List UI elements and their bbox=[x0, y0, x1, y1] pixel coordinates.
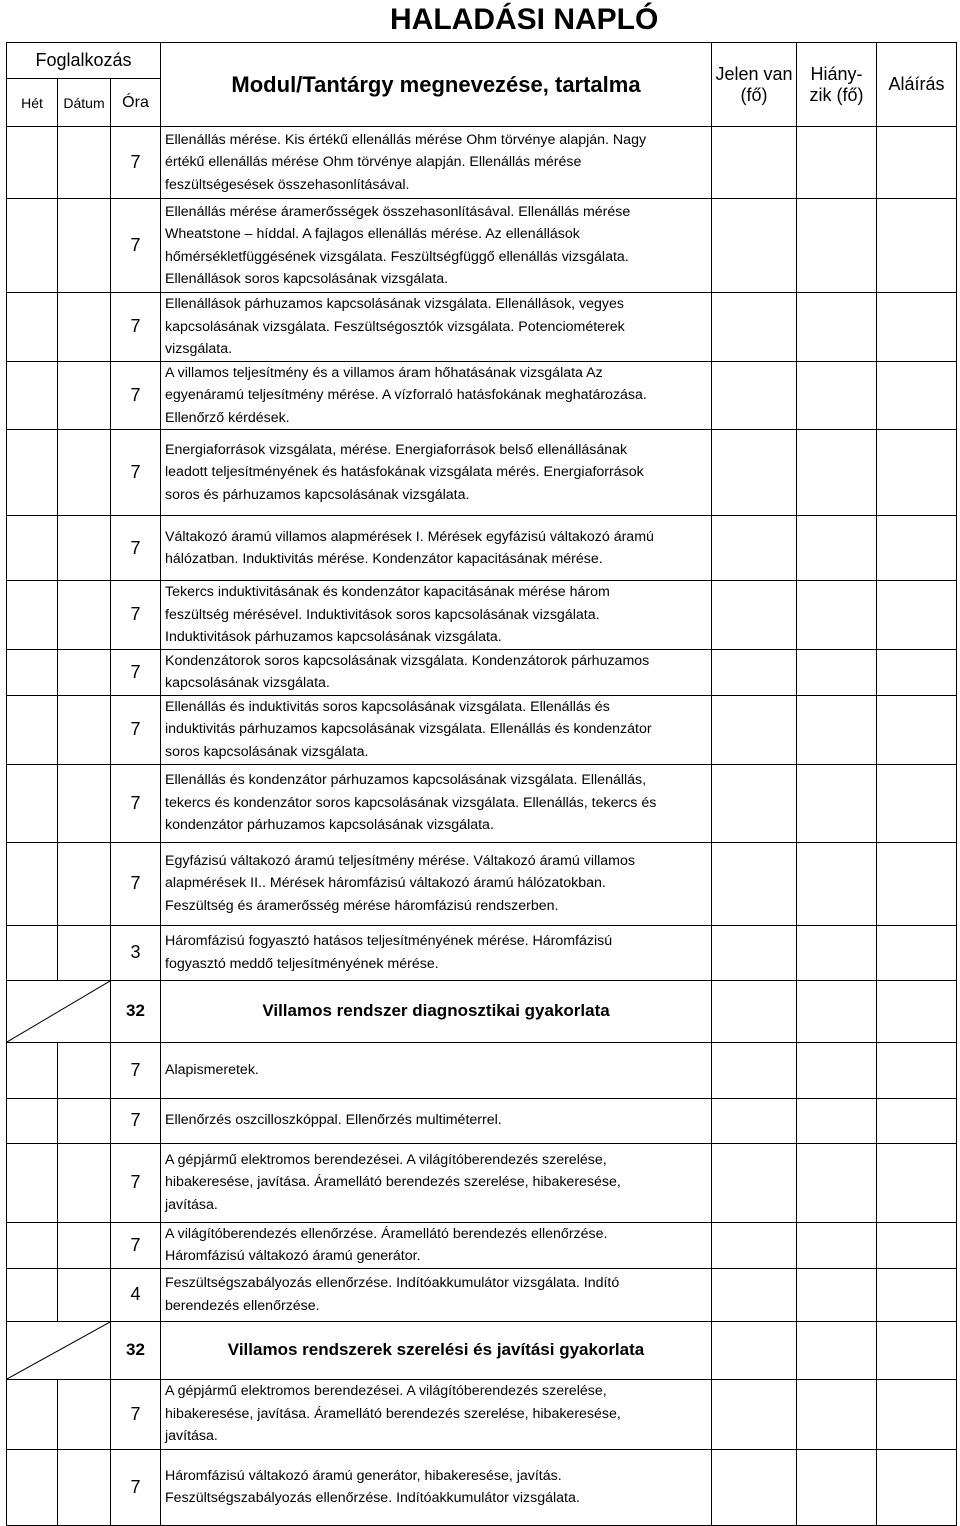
signature-cell bbox=[877, 649, 957, 695]
content-line: Energiaforrások vizsgálata, mérése. Energiaforrások belső ellenállásának bbox=[165, 441, 628, 458]
hours-cell: 7 bbox=[111, 842, 161, 925]
content-cell bbox=[161, 430, 712, 516]
content-cell bbox=[161, 1449, 712, 1525]
content-line: fogyasztó meddő teljesítményének mérése. bbox=[165, 955, 439, 972]
diagonal-line bbox=[7, 1322, 110, 1379]
content-line: Feszültségszabályozás ellenőrzése. Indítóakkumulátor vizsgálata. Indító bbox=[165, 1275, 620, 1291]
content-line: vizsgálata. bbox=[165, 341, 233, 357]
hours-cell: 7 bbox=[111, 127, 161, 199]
content-line: Ellenőrzés oszcilloszkóppal. Ellenőrzés multiméterrel. bbox=[165, 1112, 502, 1129]
absent-cell bbox=[797, 1042, 877, 1098]
hours-cell: 7 bbox=[111, 293, 161, 362]
table-row bbox=[7, 1042, 957, 1098]
content-line: kapcsolásának vizsgálata. bbox=[165, 675, 330, 691]
absent-cell bbox=[797, 695, 877, 764]
table-row bbox=[7, 361, 957, 430]
content-line: kondenzátor párhuzamos kapcsolásának vizsgálata. bbox=[165, 817, 494, 834]
absent-cell bbox=[797, 293, 877, 362]
week-cell bbox=[7, 1222, 58, 1268]
week-cell bbox=[7, 361, 58, 430]
present-cell bbox=[712, 649, 797, 695]
content-line: javítása. bbox=[165, 1196, 218, 1213]
table-row bbox=[7, 1449, 957, 1525]
table-row bbox=[7, 581, 957, 650]
content-line: Egyfázisú váltakozó áramú teljesítmény mérése. Váltakozó áramú villamos bbox=[165, 852, 635, 869]
date-cell bbox=[58, 925, 111, 980]
present-cell bbox=[712, 1379, 797, 1449]
date-cell bbox=[58, 581, 111, 650]
present-cell bbox=[712, 1143, 797, 1222]
section-diagonal-cell bbox=[7, 980, 111, 1042]
signature-cell bbox=[877, 1379, 957, 1449]
content-cell bbox=[161, 1042, 712, 1098]
absent-cell bbox=[797, 1098, 877, 1143]
section-hours: 32 bbox=[111, 980, 161, 1042]
date-cell bbox=[58, 361, 111, 430]
content-line: értékű ellenállás mérése Ohm törvénye alapján. Ellenállás mérése bbox=[165, 154, 582, 171]
diagonal-strike bbox=[7, 1322, 110, 1379]
progress-log-table bbox=[6, 42, 957, 1526]
absent-cell bbox=[797, 980, 877, 1042]
content-cell bbox=[161, 361, 712, 430]
content-line: tekercs és kondenzátor soros kapcsolásának vizsgálata. Ellenállás, tekercs és bbox=[165, 794, 657, 811]
absent-cell bbox=[797, 649, 877, 695]
date-cell bbox=[58, 1379, 111, 1449]
signature-cell bbox=[877, 127, 957, 199]
present-cell bbox=[712, 695, 797, 764]
content-line: Háromfázisú váltakozó áramú generátor, hibakeresése, javítás. bbox=[165, 1467, 562, 1484]
content-line: Alapismeretek. bbox=[165, 1061, 259, 1078]
header-jelen-van bbox=[712, 43, 797, 127]
date-cell bbox=[58, 516, 111, 581]
section-title: Villamos rendszerek szerelési és javítási gyakorlata bbox=[161, 1321, 712, 1379]
absent-cell bbox=[797, 1321, 877, 1379]
present-cell bbox=[712, 1268, 797, 1321]
signature-cell bbox=[877, 1222, 957, 1268]
header-modul: Modul/Tantárgy megnevezése, tartalma bbox=[161, 43, 712, 127]
date-cell bbox=[58, 199, 111, 293]
content-line: Induktivitások párhuzamos kapcsolásának vizsgálata. bbox=[165, 629, 502, 645]
content-line: hibakeresése, javítása. Áramellátó berendezés szerelése, hibakeresése, bbox=[165, 1174, 621, 1191]
content-line: feszültségesések összehasonlításával. bbox=[165, 176, 410, 193]
week-cell bbox=[7, 695, 58, 764]
content-line: Ellenállás mérése. Kis értékű ellenállás mérése Ohm törvénye alapján. Nagy bbox=[165, 131, 647, 148]
content-line: javítása. bbox=[165, 1428, 218, 1445]
content-line: berendezés ellenőrzése. bbox=[165, 1297, 320, 1314]
signature-cell bbox=[877, 842, 957, 925]
content-line: Ellenállások soros kapcsolásának vizsgálata. bbox=[165, 271, 449, 287]
absent-cell bbox=[797, 764, 877, 842]
table-row bbox=[7, 199, 957, 293]
hours-cell: 7 bbox=[111, 764, 161, 842]
content-line: soros kapcsolásának vizsgálata. bbox=[165, 743, 369, 760]
week-cell bbox=[7, 1379, 58, 1449]
absent-cell bbox=[797, 199, 877, 293]
section-row bbox=[7, 980, 957, 1042]
present-cell bbox=[712, 199, 797, 293]
table-row bbox=[7, 1268, 957, 1321]
signature-cell bbox=[877, 581, 957, 650]
signature-cell bbox=[877, 1268, 957, 1321]
content-line: egyenáramú teljesítmény mérése. A vízforraló hatásfokának meghatározása. bbox=[165, 387, 647, 403]
week-cell bbox=[7, 1098, 58, 1143]
content-line: soros és párhuzamos kapcsolásának vizsgálata. bbox=[165, 486, 470, 503]
present-cell bbox=[712, 516, 797, 581]
hours-cell: 7 bbox=[111, 695, 161, 764]
content-line: induktivitás párhuzamos kapcsolásának vizsgálata. Ellenállás és kondenzátor bbox=[165, 721, 652, 738]
hours-cell: 7 bbox=[111, 581, 161, 650]
content-cell bbox=[161, 127, 712, 199]
absent-cell bbox=[797, 1379, 877, 1449]
week-cell bbox=[7, 842, 58, 925]
page-title: HALADÁSI NAPLÓ bbox=[390, 3, 659, 36]
content-line: hálózatban. Induktivitás mérése. Kondenzátor kapacitásának mérése. bbox=[165, 551, 603, 567]
table-row bbox=[7, 430, 957, 516]
present-cell bbox=[712, 925, 797, 980]
absent-cell bbox=[797, 1222, 877, 1268]
hours-cell: 7 bbox=[111, 1379, 161, 1449]
date-cell bbox=[58, 1098, 111, 1143]
date-cell bbox=[58, 1143, 111, 1222]
absent-cell bbox=[797, 516, 877, 581]
present-cell bbox=[712, 293, 797, 362]
content-line: Váltakozó áramú villamos alapmérések I. Mérések egyfázisú váltakozó áramú bbox=[165, 528, 654, 545]
content-line: Wheatstone – híddal. A fajlagos ellenállás mérése. Az ellenállások bbox=[165, 226, 580, 242]
table-row bbox=[7, 127, 957, 199]
hours-cell: 7 bbox=[111, 649, 161, 695]
table-row bbox=[7, 1143, 957, 1222]
hours-cell: 7 bbox=[111, 430, 161, 516]
section-row bbox=[7, 1321, 957, 1379]
signature-cell bbox=[877, 199, 957, 293]
content-line: A gépjármű elektromos berendezései. A világítóberendezés szerelése, bbox=[165, 1383, 607, 1400]
hours-cell: 7 bbox=[111, 1098, 161, 1143]
absent-cell bbox=[797, 1449, 877, 1525]
absent-cell bbox=[797, 361, 877, 430]
content-line: hőmérsékletfüggésének vizsgálata. Feszültségfüggő ellenállás vizsgálata. bbox=[165, 248, 629, 265]
content-cell bbox=[161, 581, 712, 650]
content-line: A világítóberendezés ellenőrzése. Áramellátó berendezés ellenőrzése. bbox=[165, 1225, 608, 1242]
header-hianyzik-line2: zik (fő) bbox=[809, 84, 864, 105]
header-hianyzik bbox=[797, 43, 877, 127]
content-line: Ellenőrző kérdések. bbox=[165, 409, 290, 426]
signature-cell bbox=[877, 1042, 957, 1098]
page-title-bar bbox=[0, 0, 960, 40]
week-cell bbox=[7, 1449, 58, 1525]
date-cell bbox=[58, 1268, 111, 1321]
week-cell bbox=[7, 649, 58, 695]
table-row bbox=[7, 293, 957, 362]
content-cell bbox=[161, 842, 712, 925]
content-cell bbox=[161, 1222, 712, 1268]
signature-cell bbox=[877, 293, 957, 362]
date-cell bbox=[58, 430, 111, 516]
week-cell bbox=[7, 127, 58, 199]
content-line: leadott teljesítményének és hatásfokának vizsgálata mérés. Energiaforrások bbox=[165, 464, 644, 481]
header-datum: Dátum bbox=[58, 79, 111, 127]
absent-cell bbox=[797, 842, 877, 925]
signature-cell bbox=[877, 1143, 957, 1222]
content-line: kapcsolásának vizsgálata. Feszültségosztók vizsgálata. Potenciométerek bbox=[165, 318, 625, 335]
date-cell bbox=[58, 1449, 111, 1525]
week-cell bbox=[7, 1268, 58, 1321]
table-row bbox=[7, 925, 957, 980]
hours-cell: 7 bbox=[111, 1222, 161, 1268]
signature-cell bbox=[877, 430, 957, 516]
present-cell bbox=[712, 764, 797, 842]
content-cell bbox=[161, 764, 712, 842]
content-cell bbox=[161, 695, 712, 764]
hours-cell: 7 bbox=[111, 1143, 161, 1222]
week-cell bbox=[7, 516, 58, 581]
table-row bbox=[7, 764, 957, 842]
content-line: Feszültségszabályozás ellenőrzése. Indítóakkumulátor vizsgálata. bbox=[165, 1490, 580, 1506]
date-cell bbox=[58, 127, 111, 199]
table-row bbox=[7, 1098, 957, 1143]
signature-cell bbox=[877, 1321, 957, 1379]
signature-cell bbox=[877, 1449, 957, 1525]
header-jelen-van-line2: (fő) bbox=[740, 84, 768, 105]
content-line: alapmérések II.. Mérések háromfázisú váltakozó áramú hálózatokban. bbox=[165, 875, 606, 892]
present-cell bbox=[712, 430, 797, 516]
signature-cell bbox=[877, 361, 957, 430]
week-cell bbox=[7, 764, 58, 842]
signature-cell bbox=[877, 764, 957, 842]
content-line: hibakeresése, javítása. Áramellátó berendezés szerelése, hibakeresése, bbox=[165, 1405, 621, 1422]
content-cell bbox=[161, 516, 712, 581]
header-hianyzik-line1: Hiány- bbox=[810, 63, 863, 84]
week-cell bbox=[7, 925, 58, 980]
content-line: Kondenzátorok soros kapcsolásának vizsgálata. Kondenzátorok párhuzamos bbox=[165, 652, 650, 669]
signature-cell bbox=[877, 980, 957, 1042]
content-cell bbox=[161, 1379, 712, 1449]
header-foglalkozas: Foglalkozás bbox=[7, 43, 161, 79]
header-ora: Óra bbox=[111, 79, 161, 127]
hours-cell: 7 bbox=[111, 199, 161, 293]
section-hours: 32 bbox=[111, 1321, 161, 1379]
date-cell bbox=[58, 842, 111, 925]
present-cell bbox=[712, 980, 797, 1042]
present-cell bbox=[712, 581, 797, 650]
section-diagonal-cell bbox=[7, 1321, 111, 1379]
hours-cell: 7 bbox=[111, 1449, 161, 1525]
week-cell bbox=[7, 293, 58, 362]
diagonal-line bbox=[7, 981, 110, 1042]
present-cell bbox=[712, 1222, 797, 1268]
hours-cell: 4 bbox=[111, 1268, 161, 1321]
present-cell bbox=[712, 1449, 797, 1525]
content-line: Ellenállás mérése áramerősségek összehasonlításával. Ellenállás mérése bbox=[165, 203, 631, 220]
content-cell bbox=[161, 925, 712, 980]
content-line: Tekercs induktivitásának és kondenzátor kapacitásának mérése három bbox=[165, 584, 610, 600]
hours-cell: 7 bbox=[111, 361, 161, 430]
table-row bbox=[7, 695, 957, 764]
content-line: Ellenállások párhuzamos kapcsolásának vizsgálata. Ellenállások, vegyes bbox=[165, 296, 624, 312]
content-cell bbox=[161, 649, 712, 695]
table-row bbox=[7, 516, 957, 581]
content-line: A villamos teljesítmény és a villamos áram hőhatásának vizsgálata Az bbox=[165, 364, 603, 381]
content-cell bbox=[161, 1143, 712, 1222]
header-het: Hét bbox=[7, 79, 58, 127]
date-cell bbox=[58, 695, 111, 764]
content-line: A gépjármű elektromos berendezései. A világítóberendezés szerelése, bbox=[165, 1151, 607, 1168]
week-cell bbox=[7, 1143, 58, 1222]
hours-cell: 7 bbox=[111, 1042, 161, 1098]
table-row bbox=[7, 1222, 957, 1268]
content-cell bbox=[161, 1268, 712, 1321]
absent-cell bbox=[797, 581, 877, 650]
content-line: Ellenállás és induktivitás soros kapcsolásának vizsgálata. Ellenállás és bbox=[165, 698, 610, 715]
header-alairas: Aláírás bbox=[877, 43, 957, 127]
table-row bbox=[7, 649, 957, 695]
date-cell bbox=[58, 293, 111, 362]
content-cell bbox=[161, 1098, 712, 1143]
week-cell bbox=[7, 199, 58, 293]
content-cell bbox=[161, 293, 712, 362]
hours-cell: 7 bbox=[111, 516, 161, 581]
section-title: Villamos rendszer diagnosztikai gyakorlata bbox=[161, 980, 712, 1042]
content-line: Feszültség és áramerősség mérése háromfázisú rendszerben. bbox=[165, 897, 559, 914]
present-cell bbox=[712, 1098, 797, 1143]
absent-cell bbox=[797, 127, 877, 199]
present-cell bbox=[712, 842, 797, 925]
absent-cell bbox=[797, 1268, 877, 1321]
present-cell bbox=[712, 361, 797, 430]
diagonal-strike bbox=[7, 981, 110, 1042]
present-cell bbox=[712, 127, 797, 199]
date-cell bbox=[58, 1222, 111, 1268]
signature-cell bbox=[877, 516, 957, 581]
date-cell bbox=[58, 649, 111, 695]
absent-cell bbox=[797, 925, 877, 980]
present-cell bbox=[712, 1321, 797, 1379]
content-line: Ellenállás és kondenzátor párhuzamos kapcsolásának vizsgálata. Ellenállás, bbox=[165, 772, 647, 789]
header-row-1 bbox=[7, 43, 957, 79]
signature-cell bbox=[877, 1098, 957, 1143]
week-cell bbox=[7, 581, 58, 650]
week-cell bbox=[7, 1042, 58, 1098]
signature-cell bbox=[877, 925, 957, 980]
table-row bbox=[7, 842, 957, 925]
present-cell bbox=[712, 1042, 797, 1098]
absent-cell bbox=[797, 1143, 877, 1222]
content-line: feszültség mérésével. Induktivitások soros kapcsolásának vizsgálata. bbox=[165, 606, 600, 623]
absent-cell bbox=[797, 430, 877, 516]
signature-cell bbox=[877, 695, 957, 764]
table-row bbox=[7, 1379, 957, 1449]
content-cell bbox=[161, 199, 712, 293]
hours-cell: 3 bbox=[111, 925, 161, 980]
content-line: Háromfázisú fogyasztó hatásos teljesítményének mérése. Háromfázisú bbox=[165, 933, 613, 949]
date-cell bbox=[58, 764, 111, 842]
date-cell bbox=[58, 1042, 111, 1098]
content-line: Háromfázisú váltakozó áramú generátor. bbox=[165, 1248, 421, 1264]
header-jelen-van-line1: Jelen van bbox=[715, 63, 793, 84]
week-cell bbox=[7, 430, 58, 516]
